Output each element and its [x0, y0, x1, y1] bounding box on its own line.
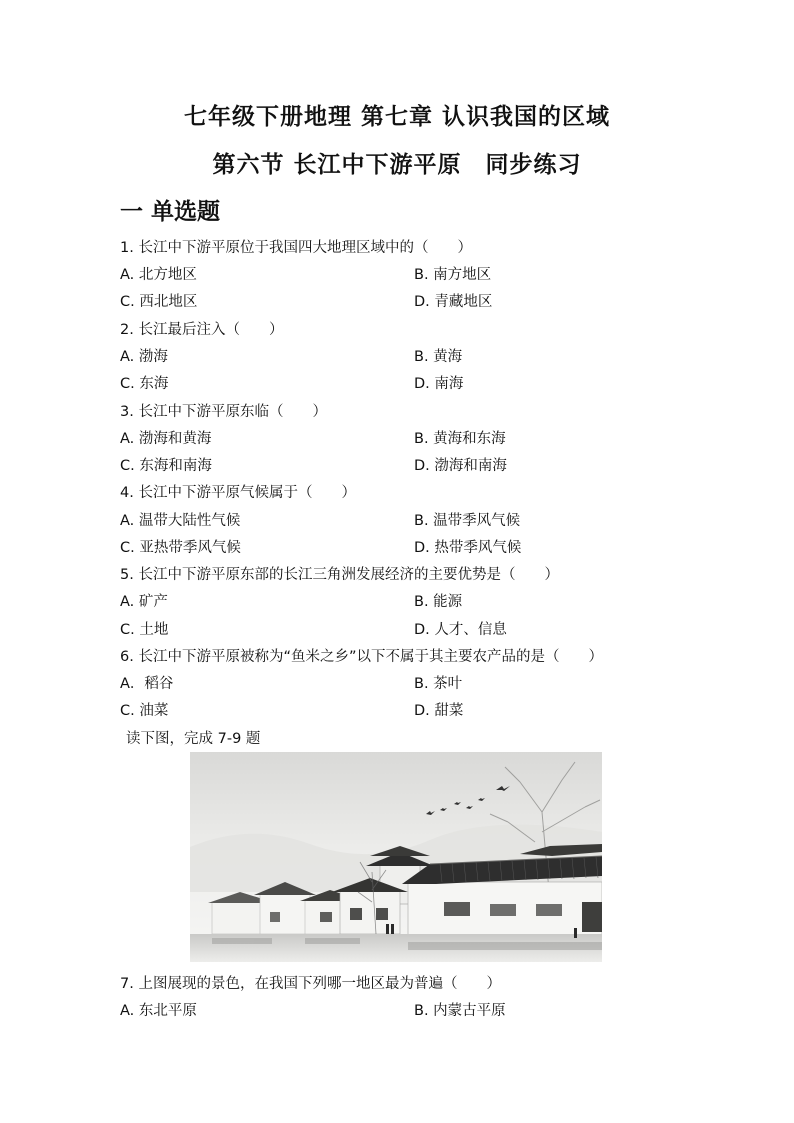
question-6-option-d: D. 甜菜: [414, 703, 464, 719]
question-6-option-b: B. 茶叶: [414, 676, 463, 692]
question-2-option-b: B. 黄海: [414, 349, 463, 365]
question-2-option-c: C. 东海: [120, 376, 169, 392]
document-subtitle: 第六节 长江中下游平原 同步练习: [212, 151, 582, 178]
question-4-option-a: A. 温带大陆性气候: [120, 513, 241, 529]
question-7-option-a: A. 东北平原: [120, 1003, 197, 1019]
question-1-option-b: B. 南方地区: [414, 267, 492, 283]
question-6-stem: 6. 长江中下游平原被称为“鱼米之乡”以下不属于其主要农产品的是（ ）: [120, 649, 603, 665]
question-2-stem: 2. 长江最后注入（ ）: [120, 322, 284, 338]
jiangnan-scene-illustration: [190, 752, 602, 962]
document-title: 七年级下册地理 第七章 认识我国的区域: [183, 103, 610, 130]
question-1-option-a: A. 北方地区: [120, 267, 197, 283]
question-5-option-a: A. 矿产: [120, 594, 168, 610]
question-3-option-d: D. 渤海和南海: [414, 458, 507, 474]
question-3-option-b: B. 黄海和东海: [414, 431, 506, 447]
question-6-option-a: A．稻谷: [120, 676, 174, 692]
question-5-option-c: C. 土地: [120, 622, 169, 638]
question-3-option-a: A. 渤海和黄海: [120, 431, 212, 447]
question-7-stem: 7. 上图展现的景色，在我国下列哪一地区最为普遍（ ）: [120, 976, 501, 992]
question-6-option-c: C. 油菜: [120, 703, 169, 719]
jiangnan-architecture-figure: [190, 752, 602, 962]
question-2-option-d: D. 南海: [414, 376, 464, 392]
question-4-option-d: D. 热带季风气候: [414, 540, 522, 556]
figure-instruction: 读下图，完成 7-9 题: [126, 731, 261, 747]
question-2-option-a: A. 渤海: [120, 349, 168, 365]
question-4-stem: 4. 长江中下游平原气候属于（ ）: [120, 485, 356, 501]
question-3-stem: 3. 长江中下游平原东临（ ）: [120, 404, 327, 420]
question-5-option-b: B. 能源: [414, 594, 463, 610]
question-1-option-d: D. 青藏地区: [414, 294, 493, 310]
question-3-option-c: C. 东海和南海: [120, 458, 212, 474]
question-5-option-d: D. 人才、信息: [414, 622, 507, 638]
question-1-stem: 1. 长江中下游平原位于我国四大地理区域中的（ ）: [120, 240, 472, 256]
question-4-option-b: B. 温带季风气候: [414, 513, 521, 529]
question-7-option-b: B. 内蒙古平原: [414, 1003, 506, 1019]
question-4-option-c: C. 亚热带季风气候: [120, 540, 241, 556]
question-1-option-c: C. 西北地区: [120, 294, 198, 310]
question-5-stem: 5. 长江中下游平原东部的长江三角洲发展经济的主要优势是（ ）: [120, 567, 559, 583]
section-heading: 一 单选题: [120, 198, 221, 225]
